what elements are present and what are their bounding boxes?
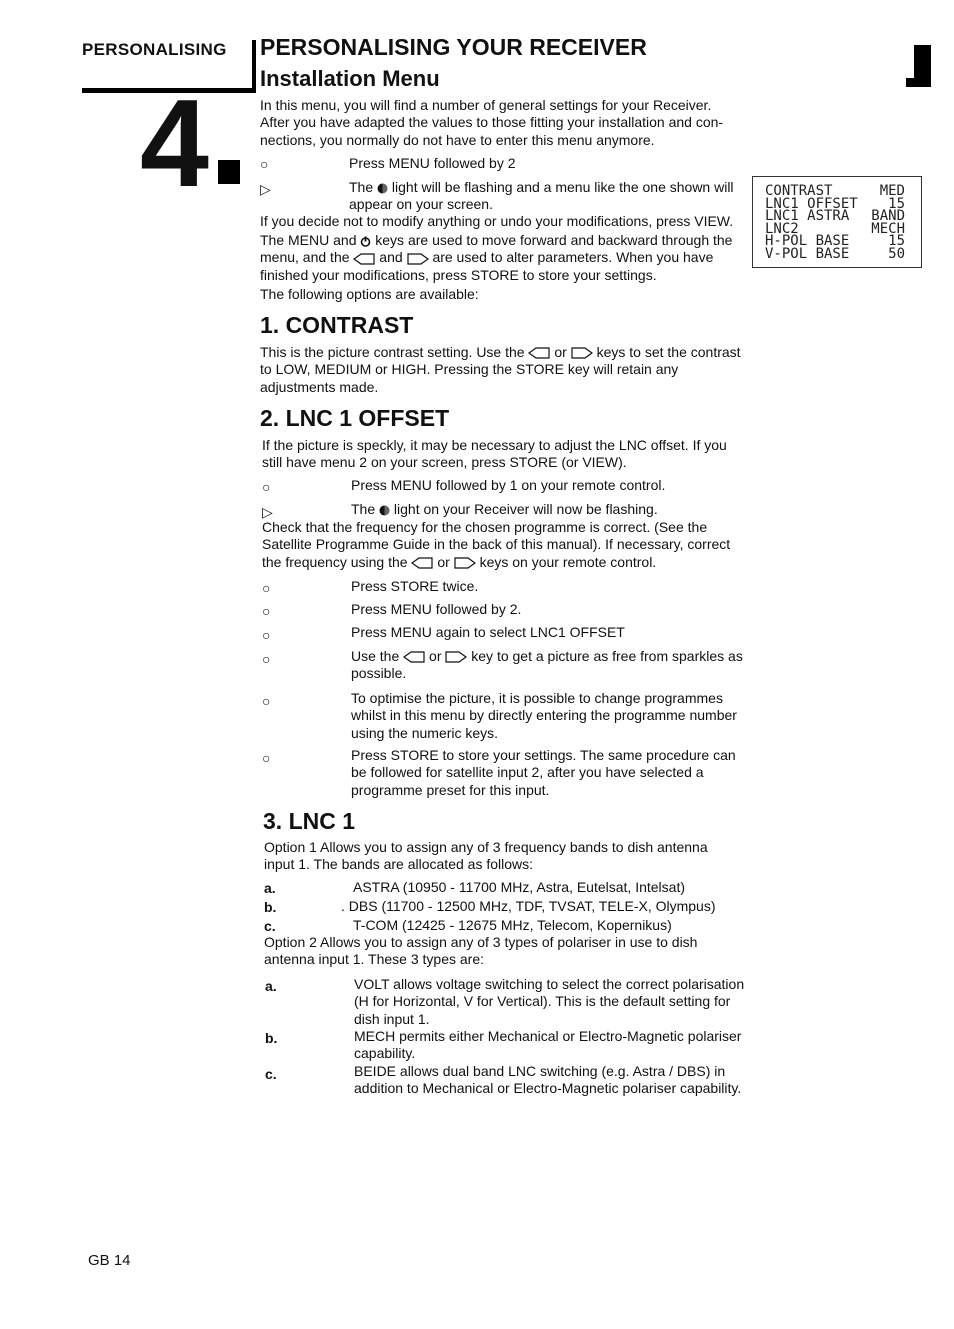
lnc1-option2: Option 2 Allows you to assign any of 3 types of polariser in use to dish antenna input 1. These 3 types are: [264,934,698,968]
type-mark: b. [265,1030,278,1046]
menu-row-contrast: CONTRAST MED [765,183,905,199]
band-mark: c. [264,918,276,934]
indicator-light-icon [379,505,390,516]
band-text: . DBS (11700 - 12500 MHz, TDF, TVSAT, TELE-X, Olympus) [341,898,716,914]
step-mark: ○ [262,479,271,495]
type-text: VOLT allows voltage switching to select the correct polarisation (H for Horizontal, V for Vertical). This is the default setting for dish input 1. [354,976,745,1027]
keys-note: The MENU and keys are used to move forward and backward through the menu, and the and are used to alter parameters. When you have finished your modifications, press STORE to store your settings. [260,232,733,283]
type-mark: c. [265,1066,277,1082]
left-arrow-icon [403,651,425,663]
menu-row-lnc1-offset: LNC1 OFFSET 15 [765,195,905,212]
band-text: ASTRA (10950 - 11700 MHz, Astra, Eutelsat, Intelsat) [353,879,686,895]
result-text: The light will be flashing and a menu like the one shown will appear on your screen. [349,179,734,213]
step-text: Press MENU followed by 2. [351,601,522,617]
step-mark: ○ [262,750,271,766]
type-text: BEIDE allows dual band LNC switching (e.g. Astra / DBS) in addition to Mechanical or Electro-Magnetic polariser capability. [354,1063,742,1097]
left-arrow-icon [528,347,550,359]
chapter-number-dot [218,160,240,184]
right-arrow-icon [454,557,476,569]
page-number: GB 14 [88,1252,131,1269]
step-text: Press MENU followed by 1 on your remote control. [351,477,666,493]
result-text: The light on your Receiver will now be flashing. [351,501,658,517]
step-text: Press STORE twice. [351,578,479,594]
power-icon [360,236,371,247]
result-mark: ▷ [262,504,273,520]
type-mark: a. [265,978,277,994]
view-note: If you decide not to modify anything or undo your modifications, press VIEW. [260,213,734,229]
step-text: Press MENU followed by 2 [349,155,516,171]
type-text: MECH permits either Mechanical or Electro-Magnetic polariser capability. [354,1028,742,1062]
menu-row-h-pol: H-POL BASE 15 [765,233,905,250]
step-mark: ○ [262,651,271,667]
lnc1-heading: 3. LNC 1 [263,808,356,834]
band-text: T-COM (12425 - 12675 MHz, Telecom, Kopernikus) [353,917,672,933]
left-arrow-icon [411,557,433,569]
step-text: To optimise the picture, it is possible to change programmes whilst in this menu by directly entering the programme number using the numeric keys. [351,690,737,741]
menu-row-lnc1-astra: LNC1 ASTRA BAND [765,208,905,225]
step-text: Press STORE to store your settings. The same procedure can be followed for satellite input 2, after you have selected a programme preset for this input. [351,747,736,798]
lnc1-offset-intro: If the picture is speckly, it may be necessary to adjust the LNC offset. If you still have menu 2 on your screen, press STORE (or VIEW). [262,437,727,471]
band-mark: b. [264,899,277,915]
step-mark: ○ [260,156,269,172]
lnc1-option1: Option 1 Allows you to assign any of 3 frequency bands to dish antenna input 1. The bands are allocated as follows: [264,839,708,873]
right-arrow-icon [407,253,429,265]
corner-tab-foot [906,78,931,87]
step-mark: ○ [262,603,271,619]
offset-check-note: Check that the frequency for the chosen programme is correct. (See the Satellite Programme Guide in the back of this manual). If necessary, correct the frequency using the or keys on your remote control. [262,519,731,570]
options-note: The following options are available: [260,286,479,302]
result-mark: ▷ [260,181,271,197]
step-text: Use the or key to get a picture as free from sparkles as possible. [351,648,743,682]
left-arrow-icon [353,253,375,265]
step-mark: ○ [262,627,271,643]
chapter-number: 4 [140,75,205,213]
right-arrow-icon [445,651,467,663]
contrast-heading: 1. CONTRAST [260,312,414,338]
contrast-text: This is the picture contrast setting. Use the or keys to set the contrast to LOW, MEDIUM or HIGH. Pressing the STORE key will retain any adjustments made. [260,344,741,395]
on-screen-menu [752,176,922,268]
page-title: PERSONALISING YOUR RECEIVER [260,34,647,60]
right-arrow-icon [571,347,593,359]
band-mark: a. [264,880,276,896]
section-label: PERSONALISING [82,40,227,59]
intro-paragraph: In this menu, you will find a number of general settings for your Receiver. After you have adapted the values to those fitting your installation and con- nections, you normally do not have to enter this menu anymore. [260,97,724,148]
menu-row-lnc2: LNC2 MECH [765,220,905,237]
header-divider [252,40,256,93]
indicator-light-icon [377,183,388,194]
lnc1-offset-heading: 2. LNC 1 OFFSET [260,405,450,431]
step-text: Press MENU again to select LNC1 OFFSET [351,624,625,640]
step-mark: ○ [262,693,271,709]
page-subtitle: Installation Menu [260,66,440,91]
menu-row-v-pol: V-POL BASE 50 [765,245,905,262]
step-mark: ○ [262,580,271,596]
